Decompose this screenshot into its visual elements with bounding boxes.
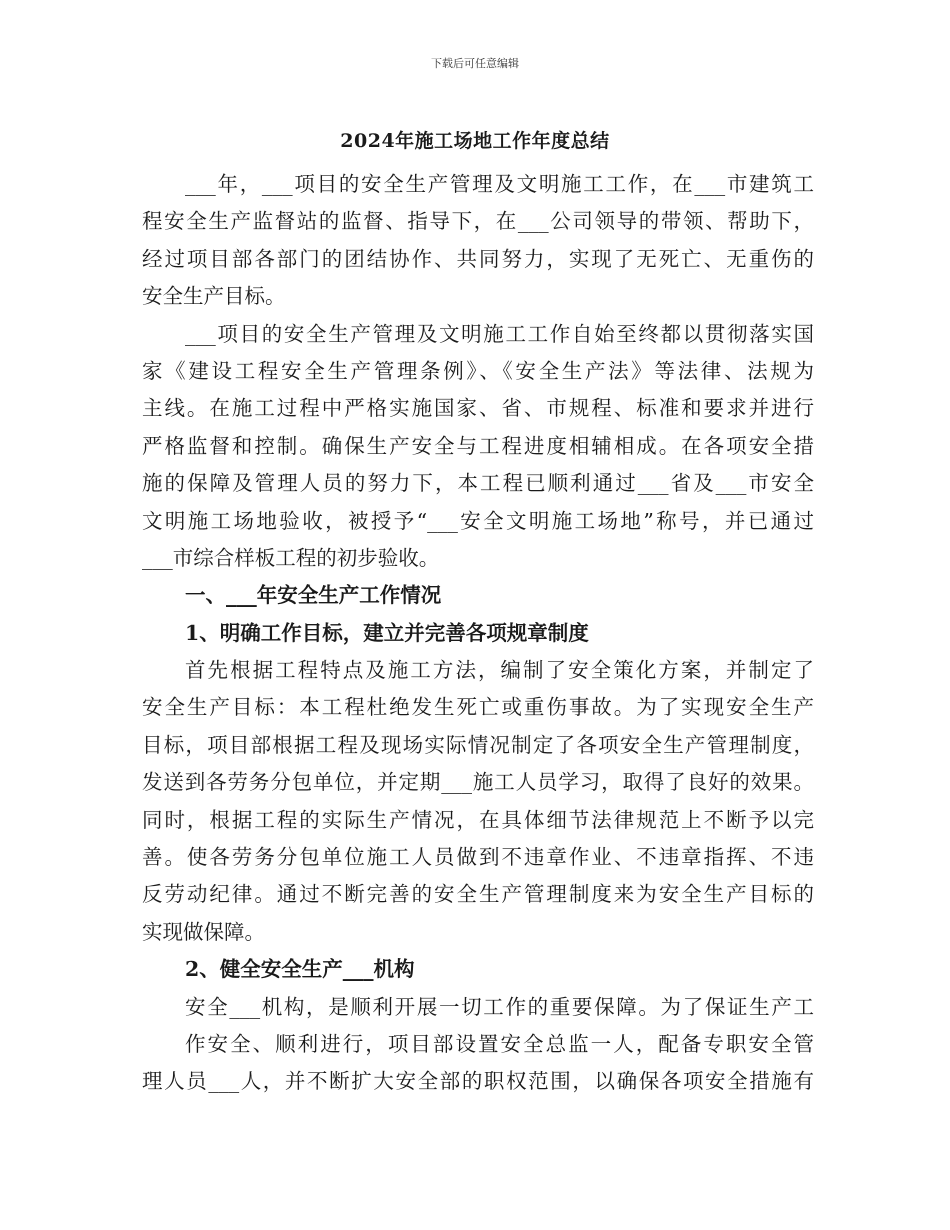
section-heading: 1、明确工作目标，建立并完善各项规章制度 xyxy=(185,620,589,645)
paragraph-line: 经过项目部各部门的团结协作、共同努力，实现了无死亡、无重伤的 xyxy=(142,246,814,271)
paragraph-line: 理人员___人，并不断扩大安全部的职权范围，以确保各项安全措施有 xyxy=(142,1069,814,1094)
paragraph-line: 发送到各劳务分包单位，并定期___施工人员学习，取得了良好的效果。 xyxy=(142,770,814,795)
paragraph-line: ___项目的安全生产管理及文明施工工作自始至终都以贯彻落实国 xyxy=(185,321,814,346)
paragraph-line: 安全生产目标：本工程杜绝发生死亡或重伤事故。为了实现安全生产 xyxy=(142,695,814,720)
paragraph-line: 严格监督和控制。确保生产安全与工程进度相辅相成。在各项安全措 xyxy=(142,433,814,458)
paragraph-line: 善。使各劳务分包单位施工人员做到不违章作业、不违章指挥、不违 xyxy=(142,845,814,870)
paragraph-line: 文明施工场地验收，被授予“___安全文明施工场地”称号，并已通过 xyxy=(142,508,814,533)
paragraph-line: ___市综合样板工程的初步验收。 xyxy=(142,545,440,570)
paragraph-line: 主线。在施工过程中严格实施国家、省、市规程、标准和要求并进行 xyxy=(142,396,814,421)
header-note: 下载后可任意编辑 xyxy=(431,57,519,70)
paragraph-line: 安全生产目标。 xyxy=(142,284,286,309)
section-heading: 一、___年安全生产工作情况 xyxy=(185,583,442,608)
paragraph-line: 程安全生产监督站的监督、指导下，在___公司领导的带领、帮助下， xyxy=(142,209,814,234)
paragraph-line: 同时，根据工程的实际生产情况，在具体细节法律规范上不断予以完 xyxy=(142,807,814,832)
paragraph-line: 施的保障及管理人员的努力下，本工程已顺利通过___省及___市安全 xyxy=(142,471,814,496)
paragraph-line: ___年，___项目的安全生产管理及文明施工工作，在___市建筑工 xyxy=(185,172,814,196)
document-title: 2024年施工场地工作年度总结 xyxy=(340,130,610,152)
paragraph-line: 安全___机构，是顺利开展一切工作的重要保障。为了保证生产工 xyxy=(185,994,814,1019)
paragraph-line: 作安全、顺利进行，项目部设置安全总监一人，配备专职安全管 xyxy=(185,1031,814,1056)
document-body xyxy=(142,166,814,1101)
section-heading: 2、健全安全生产___机构 xyxy=(185,957,415,982)
paragraph-line: 家《建设工程安全生产管理条例》、《安全生产法》等法律、法规为 xyxy=(142,358,814,383)
paragraph-line: 目标，项目部根据工程及现场实际情况制定了各项安全生产管理制度， xyxy=(142,732,814,757)
paragraph-line: 首先根据工程特点及施工方法，编制了安全策化方案，并制定了 xyxy=(185,658,814,683)
paragraph-line: 反劳动纪律。通过不断完善的安全生产管理制度来为安全生产目标的 xyxy=(142,882,814,907)
paragraph-line: 实现做保障。 xyxy=(142,919,265,944)
